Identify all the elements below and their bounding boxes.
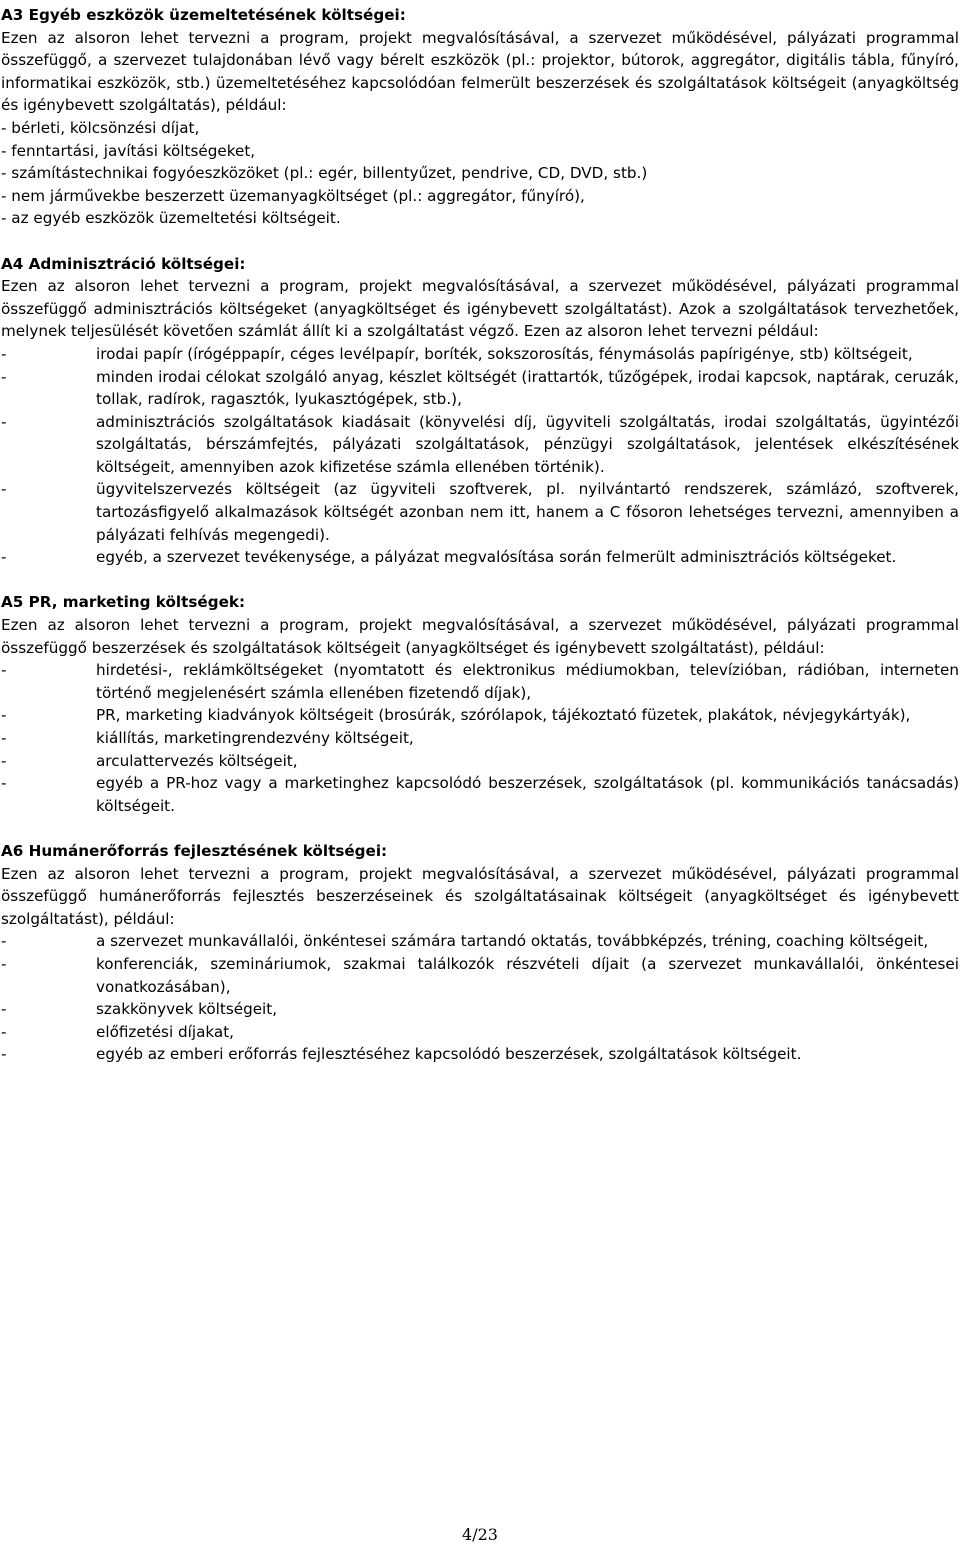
- section-a4: [0, 253, 960, 569]
- list-item-text: hirdetési-, reklámköltségeket (nyomtatott és elektronikus médiumokban, televízióban, rádióban, interneten történő megjelenésért számla ellenében fizetendő díjak),: [96, 661, 959, 702]
- section-a6-title: A6 Humánerőforrás fejlesztésének költségei:: [1, 841, 388, 860]
- list-item-text: konferenciák, szemináriumok, szakmai találkozók részvételi díjait (a szervezet munkavállalói, önkéntesei vonatkozásában),: [96, 954, 959, 996]
- list-item: - bérleti, kölcsönzési díjat,: [1, 118, 200, 137]
- list-dash: -: [1, 548, 7, 567]
- list-item-text: irodai papír (írógéppapír, céges levélpapír, boríték, sokszorosítás, fénymásolás papírigénye, stb) költségeit,: [96, 344, 913, 363]
- list-item-text: adminisztrációs szolgáltatások kiadásait (könyvelési díj, ügyviteli szolgáltatás, irodai szolgáltatás, ügyintézői szolgáltatás, bérszámfejtés, pályázati szolgáltatások, pénzügyi szolgáltatások, jelentések elkészítésének költségeit, amennyiben azok kifizetése számla ellenében történik).: [96, 412, 959, 476]
- list-item-text: előfizetési díjakat,: [96, 1022, 234, 1041]
- list-item: [1, 659, 959, 704]
- list-item: - nem járművekbe beszerzett üzemanyagköltséget (pl.: aggregátor, fűnyíró),: [1, 186, 585, 205]
- list-item: [1, 727, 959, 750]
- spacer: [0, 817, 960, 840]
- section-a3-intro: Ezen az alsoron lehet tervezni a program, projekt megvalósításával, a szervezet működésével, pályázati programmal összefüggő, a szervezet tulajdonában lévő vagy bérelt eszközök (pl.: projektor, bútorok, aggregátor, digitális tábla, fűnyíró, informatikai eszközök, stb.) üzemeltetéséhez kapcsolódóan felmerült beszerzések és szolgáltatások költségeit (anyagköltség és igénybevett szolgáltatás), például:: [1, 28, 959, 115]
- list-dash: -: [1, 367, 7, 386]
- spacer: [0, 569, 960, 592]
- list-dash: -: [1, 932, 7, 951]
- list-item-text: kiállítás, marketingrendezvény költségeit,: [96, 729, 414, 747]
- list-item: [1, 1021, 959, 1044]
- list-item: [1, 998, 959, 1021]
- list-item: [1, 772, 959, 817]
- section-a5-title: A5 PR, marketing költségek:: [1, 593, 246, 612]
- section-a5-intro: Ezen az alsoron lehet tervezni a program, projekt megvalósításával, a szervezet működésével, pályázati programmal összefüggő beszerzések és szolgáltatások költségeit (anyagköltséget és igénybevett szolgáltatást), például:: [1, 616, 959, 657]
- list-dash: -: [1, 344, 7, 363]
- list-item: [1, 478, 959, 546]
- section-a4-title: A4 Adminisztráció költségei:: [1, 254, 246, 273]
- list-dash: -: [1, 1000, 7, 1019]
- section-a5: [0, 591, 960, 817]
- list-item: [1, 343, 959, 366]
- list-item: [1, 546, 959, 569]
- list-item: [1, 930, 959, 953]
- list-item: - számítástechnikai fogyóeszközöket (pl.: egér, billentyűzet, pendrive, CD, DVD, stb.): [1, 164, 648, 183]
- list-dash: -: [1, 729, 7, 747]
- list-item-text: a szervezet munkavállalói, önkéntesei számára tartandó oktatás, továbbképzés, tréning, coaching költségeit,: [96, 932, 929, 951]
- list-dash: -: [1, 1045, 7, 1064]
- list-dash: -: [1, 661, 7, 680]
- list-item-text: PR, marketing kiadványok költségeit (brosúrák, szórólapok, tájékoztató füzetek, plakátok, névjegykártyák),: [96, 706, 911, 725]
- list-dash: -: [1, 480, 7, 499]
- list-dash: -: [1, 412, 7, 431]
- list-dash: -: [1, 954, 7, 973]
- list-dash: -: [1, 751, 7, 770]
- list-item: [1, 366, 959, 411]
- list-item: [1, 704, 959, 727]
- section-a3: [0, 4, 960, 230]
- list-item: - fenntartási, javítási költségeket,: [1, 141, 256, 160]
- list-dash: -: [1, 774, 7, 793]
- section-a4-intro: Ezen az alsoron lehet tervezni a program, projekt megvalósításával, a szervezet működésével, pályázati programmal összefüggő adminisztrációs költségeket (anyagköltséget és igénybevett szolgáltatást). Azok a szolgáltatások tervezhetőek, melynek teljesülését követően számlát állít ki a szolgáltatást végző. Ezen az alsoron lehet tervezni például:: [1, 277, 959, 341]
- page-number: 4/23: [462, 1525, 498, 1544]
- list-item-text: egyéb, a szervezet tevékenysége, a pályázat megvalósítása során felmerült adminisztrációs költségeket.: [96, 548, 897, 567]
- list-item-text: egyéb az emberi erőforrás fejlesztéséhez kapcsolódó beszerzések, szolgáltatások költségeit.: [96, 1045, 802, 1064]
- spacer: [0, 230, 960, 253]
- list-dash: -: [1, 1022, 7, 1041]
- section-a6: [0, 840, 960, 1066]
- list-item-text: arculattervezés költségeit,: [96, 751, 298, 770]
- list-item: - az egyéb eszközök üzemeltetési költségeit.: [1, 209, 341, 228]
- list-item: [1, 750, 959, 773]
- list-item: [1, 1043, 959, 1066]
- section-a3-title: A3 Egyéb eszközök üzemeltetésének költségei:: [1, 6, 406, 24]
- list-item-text: szakkönyvek költségeit,: [96, 1000, 278, 1019]
- list-item-text: minden irodai célokat szolgáló anyag, készlet költségét (irattartók, tűzőgépek, irodai kapcsok, naptárak, ceruzák, tollak, radírok, ragasztók, lyukasztógépek, stb.),: [96, 367, 959, 409]
- list-item: [1, 953, 959, 998]
- list-item: [1, 411, 959, 479]
- list-dash: -: [1, 706, 7, 725]
- list-item-text: ügyvitelszervezés költségeit (az ügyviteli szoftverek, pl. nyilvántartó rendszerek, számlázó, szoftverek, tartozásfigyelő alkalmazások költségét azonban nem itt, hanem a C fősoron lehetséges tervezni, amennyiben a pályázati felhívás megengedi).: [96, 480, 959, 544]
- list-item-text: egyéb a PR-hoz vagy a marketinghez kapcsolódó beszerzések, szolgáltatások (pl. kommunikációs tanácsadás) költségeit.: [96, 774, 959, 815]
- section-a6-intro: Ezen az alsoron lehet tervezni a program, projekt megvalósításával, a szervezet működésével, pályázati programmal összefüggő humánerőforrás fejlesztés beszerzéseinek és szolgáltatásainak költségeit (anyagköltséget és igénybevett szolgáltatást), például:: [1, 864, 959, 928]
